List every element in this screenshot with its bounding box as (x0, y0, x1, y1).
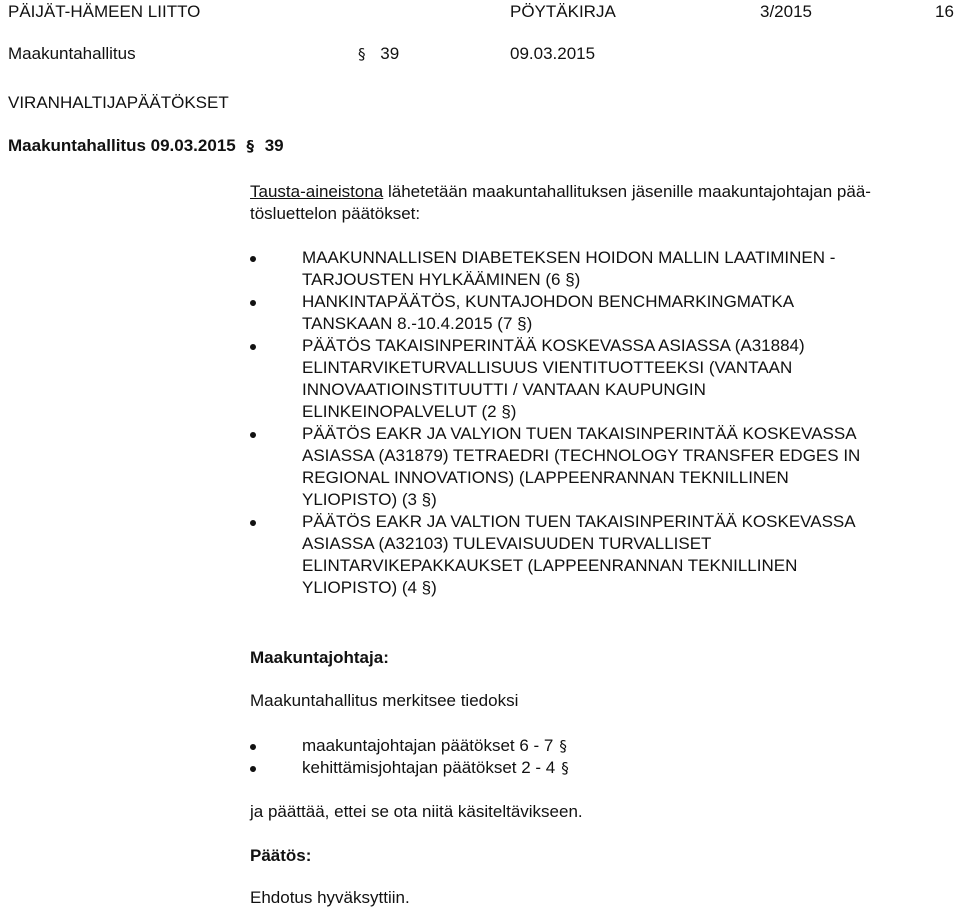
decision-item-line: YLIOPISTO) (4 §) (302, 578, 437, 597)
bullet-icon (250, 520, 256, 526)
decision-item (250, 511, 950, 599)
decision-item-line: TANSKAAN 8.-10.4.2015 (7 §) (302, 314, 533, 333)
bullet-icon (250, 300, 256, 306)
proposal-text: Maakuntahallitus merkitsee tiedoksi (250, 691, 519, 710)
organization-name: PÄIJÄT-HÄMEEN LIITTO (8, 2, 201, 21)
decision-item-line: ELINKEINOPALVELUT (2 §) (302, 402, 517, 421)
intro-line-1 (250, 181, 950, 203)
decision-item-line: ASIASSA (A32103) TULEVAISUUDEN TURVALLISET (302, 534, 712, 553)
meeting-line (8, 135, 284, 157)
page-number: 16 (935, 2, 954, 21)
decision-item-line: PÄÄTÖS EAKR JA VALYION TUEN TAKAISINPERINTÄÄ KOSKEVASSA (302, 424, 857, 443)
note-item (250, 757, 950, 779)
decisions-list (250, 247, 950, 599)
decision-item-line: TARJOUSTEN HYLKÄÄMINEN (6 §) (302, 270, 581, 289)
meeting-line-section-number: 39 (264, 136, 284, 155)
decision-heading: Päätös: (250, 846, 312, 865)
document-number: 3/2015 (760, 2, 812, 21)
decision-item (250, 247, 950, 291)
note-item (250, 735, 950, 757)
decision-item-line: PÄÄTÖS TAKAISINPERINTÄÄ KOSKEVASSA ASIASSA (A31884) (302, 336, 805, 355)
note-item-text: maakuntajohtajan päätökset 6 - 7 (302, 736, 554, 755)
bullet-icon (250, 766, 256, 772)
meeting-line-section-symbol: § (246, 137, 254, 155)
decision-item-line: PÄÄTÖS EAKR JA VALTION TUEN TAKAISINPERINTÄÄ KOSKEVASSA (302, 512, 856, 531)
decision-item-line: ASIASSA (A31879) TETRAEDRI (TECHNOLOGY TRANSFER EDGES IN (302, 446, 861, 465)
decision-text: Ehdotus hyväksyttiin. (250, 888, 410, 907)
intro-line-1-rest: lähetetään maakuntahallituksen jäsenille maakuntajohtajan pää- (383, 182, 871, 201)
intro-line-2: tösluettelon päätökset: (250, 204, 421, 223)
category-heading: VIRANHALTIJAPÄÄTÖKSET (8, 93, 229, 112)
bullet-icon (250, 256, 256, 262)
document-type: PÖYTÄKIRJA (510, 2, 616, 21)
proposal-heading: Maakuntajohtaja: (250, 648, 389, 667)
decision-item-line: ELINTARVIKEPAKKAUKSET (LAPPEENRANNAN TEKNILLINEN (302, 556, 798, 575)
note-item-section-symbol: § (561, 759, 569, 777)
intro-paragraph (250, 181, 950, 225)
decision-item-line: YLIOPISTO) (3 §) (302, 490, 437, 509)
decision-item-line: MAAKUNNALLISEN DIABETEKSEN HOIDON MALLIN LAATIMINEN - (302, 248, 836, 267)
decision-item-line: ELINTARVIKETURVALLISUUS VIENTITUOTTEEKSI (VANTAAN (302, 358, 793, 377)
bullet-icon (250, 432, 256, 438)
section-symbol: § (358, 45, 366, 63)
note-item-section-symbol: § (559, 737, 567, 755)
decision-item (250, 423, 950, 511)
governing-body: Maakuntahallitus (8, 44, 136, 63)
notes-list (250, 735, 950, 779)
background-material-link[interactable]: Tausta-aineistona (250, 182, 384, 201)
decision-item-line: INNOVAATIOINSTITUUTTI / VANTAAN KAUPUNGIN (302, 380, 706, 399)
meeting-line-text: Maakuntahallitus 09.03.2015 (8, 136, 236, 155)
section-reference (358, 43, 399, 65)
meeting-date: 09.03.2015 (510, 44, 596, 63)
decision-item-line: REGIONAL INNOVATIONS) (LAPPEENRANNAN TEKNILLINEN (302, 468, 789, 487)
bullet-icon (250, 744, 256, 750)
decision-item (250, 335, 950, 423)
decision-item-line: HANKINTAPÄÄTÖS, KUNTAJOHDON BENCHMARKINGMATKA (302, 292, 795, 311)
bullet-icon (250, 344, 256, 350)
section-number: 39 (380, 44, 400, 63)
decision-item (250, 291, 950, 335)
conclusion-text: ja päättää, ettei se ota niitä käsiteltävikseen. (250, 802, 583, 821)
note-item-text: kehittämisjohtajan päätökset 2 - 4 (302, 758, 556, 777)
